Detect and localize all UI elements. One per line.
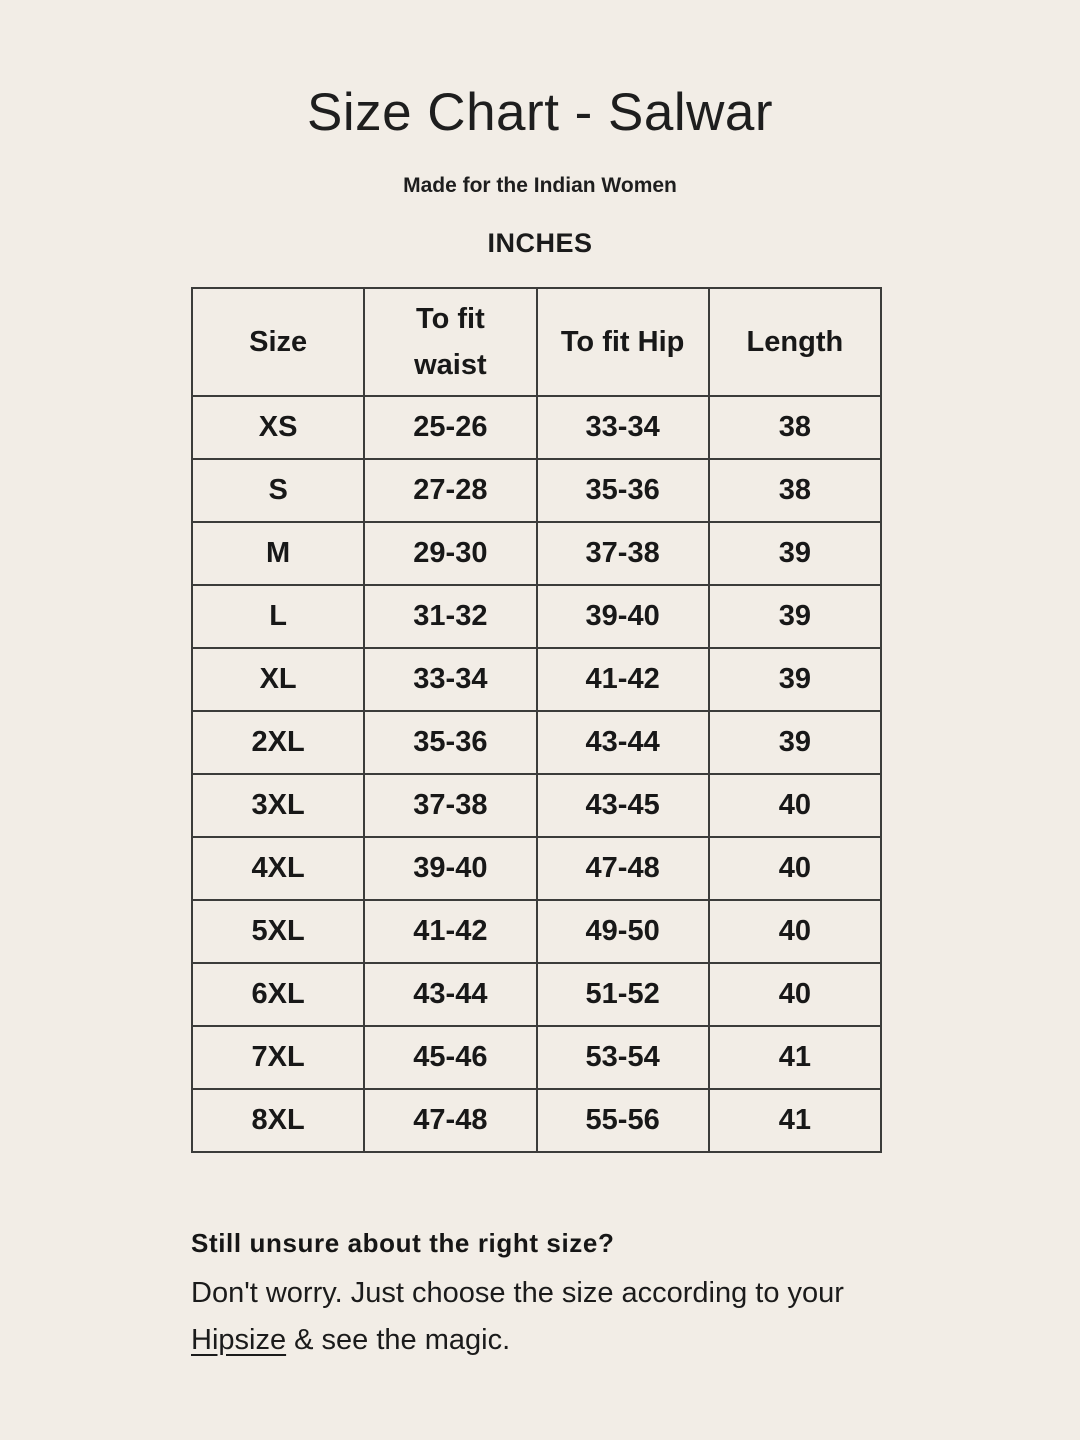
table-row (192, 837, 881, 900)
column-header-size (192, 288, 364, 396)
cell-length: 39 (709, 648, 881, 711)
cell-hip: 37-38 (537, 522, 709, 585)
cell-waist: 39-40 (364, 837, 536, 900)
cell-length: 38 (709, 396, 881, 459)
cell-hip: 51-52 (537, 963, 709, 1026)
page-title: Size Chart - Salwar (306, 83, 774, 142)
cell-hip: 49-50 (537, 900, 709, 963)
cell-size: M (192, 522, 364, 585)
footer-heading: Still unsure about the right size? (191, 1228, 615, 1258)
cell-length: 41 (709, 1089, 881, 1152)
table-header-row (192, 288, 881, 396)
cell-size: XL (192, 648, 364, 711)
table-row (192, 585, 881, 648)
cell-length: 40 (709, 774, 881, 837)
cell-size: 8XL (192, 1089, 364, 1152)
cell-length: 39 (709, 585, 881, 648)
cell-size: 7XL (192, 1026, 364, 1089)
column-header-label: Length (746, 325, 844, 358)
cell-length: 40 (709, 963, 881, 1026)
cell-hip: 47-48 (537, 837, 709, 900)
cell-hip: 41-42 (537, 648, 709, 711)
cell-waist: 27-28 (364, 459, 536, 522)
cell-waist: 35-36 (364, 711, 536, 774)
column-header-label: Size (249, 325, 308, 358)
cell-waist: 47-48 (364, 1089, 536, 1152)
cell-size: XS (192, 396, 364, 459)
cell-size: 6XL (192, 963, 364, 1026)
table-row (192, 963, 881, 1026)
cell-waist: 31-32 (364, 585, 536, 648)
table-row (192, 522, 881, 585)
cell-waist: 45-46 (364, 1026, 536, 1089)
cell-length: 40 (709, 837, 881, 900)
table-row (192, 648, 881, 711)
cell-size: L (192, 585, 364, 648)
cell-hip: 43-44 (537, 711, 709, 774)
size-table-body (192, 396, 881, 1152)
cell-length: 41 (709, 1026, 881, 1089)
cell-waist: 43-44 (364, 963, 536, 1026)
cell-waist: 29-30 (364, 522, 536, 585)
table-row (192, 459, 881, 522)
table-row (192, 774, 881, 837)
column-header-waist (364, 288, 536, 396)
cell-size: 5XL (192, 900, 364, 963)
unit-label: INCHES (487, 228, 593, 258)
table-row (192, 1089, 881, 1152)
column-header-length (709, 288, 881, 396)
size-table (191, 287, 882, 1153)
cell-hip: 39-40 (537, 585, 709, 648)
cell-length: 40 (709, 900, 881, 963)
table-row (192, 1026, 881, 1089)
cell-length: 39 (709, 522, 881, 585)
cell-waist: 37-38 (364, 774, 536, 837)
cell-waist: 33-34 (364, 648, 536, 711)
table-row (192, 396, 881, 459)
column-header-label: To fit Hip (560, 325, 685, 358)
cell-hip: 55-56 (537, 1089, 709, 1152)
cell-waist: 25-26 (364, 396, 536, 459)
cell-length: 39 (709, 711, 881, 774)
cell-size: 2XL (192, 711, 364, 774)
footer-line2-rest: & see the magic. (286, 1324, 511, 1356)
cell-length: 38 (709, 459, 881, 522)
footer-line1: Don't worry. Just choose the size according to your (191, 1277, 844, 1309)
page-subtitle: Made for the Indian Women (403, 174, 677, 197)
cell-size: 3XL (192, 774, 364, 837)
cell-hip: 53-54 (537, 1026, 709, 1089)
cell-waist: 41-42 (364, 900, 536, 963)
cell-size: S (192, 459, 364, 522)
cell-hip: 33-34 (537, 396, 709, 459)
column-header-label: To fit waist (414, 302, 487, 381)
cell-size: 4XL (192, 837, 364, 900)
column-header-hip (537, 288, 709, 396)
table-row (192, 711, 881, 774)
cell-hip: 35-36 (537, 459, 709, 522)
hipsize-link[interactable]: Hipsize (191, 1324, 287, 1356)
table-row (192, 900, 881, 963)
cell-hip: 43-45 (537, 774, 709, 837)
footer-text (191, 1270, 951, 1364)
